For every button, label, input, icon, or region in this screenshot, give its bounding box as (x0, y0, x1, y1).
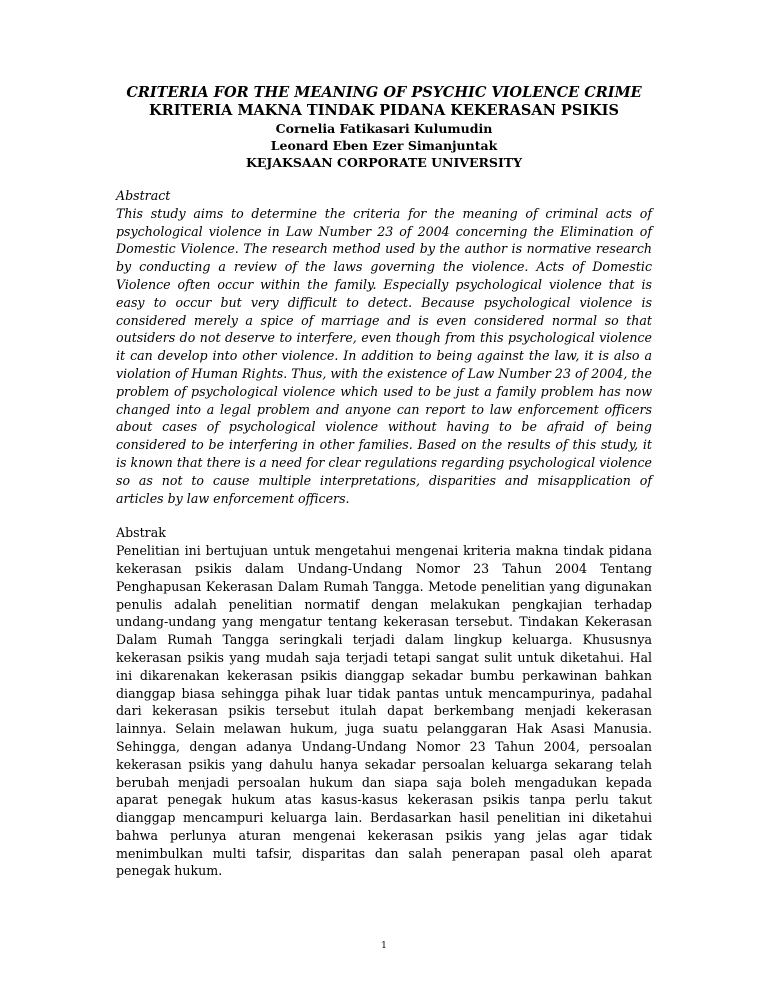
page-number: 1 (381, 941, 387, 951)
title-block (116, 84, 652, 171)
author-name: Leonard Eben Ezer Simanjuntak (270, 138, 498, 153)
abstrak-heading: Abstrak (116, 525, 166, 541)
paper-page (116, 84, 652, 880)
affiliation: KEJAKSAAN CORPORATE UNIVERSITY (245, 155, 523, 170)
abstrak-body: Penelitian ini bertujuan untuk mengetahui mengenai kriteria makna tindak pidana kekerasan psikis dalam Undang-Undang Nomor 23 Tahun 2004 Tentang Penghapusan Kekerasan Dalam Rumah Tangga. Metode penelitian yang digunakan penulis adalah penelitian normatif dengan melakukan pengkajian terhadap undang-undang yang mengatur tentang kekerasan tersebut. Tindakan Kekerasan Dalam Rumah Tangga seringkali terjadi dalam lingkup keluarga. Khususnya kekerasan psikis yang mudah saja terjadi tetapi sangat sulit untuk diketahui. Hal ini dikarenakan kekerasan psikis dianggap sekadar bumbu perkawinan bahkan dianggap biasa sehingga pihak luar tidak pantas untuk mencampurinya, padahal dari kekerasan psikis tersebut itulah dapat berkembang menjadi kekerasan lainnya. Selain melawan hukum, juga suatu pelanggaran Hak Asasi Manusia. Sehingga, dengan adanya Undang-Undang Nomor 23 Tahun 2004, persoalan kekerasan psikis yang dahulu hanya sekadar persoalan keluarga sekarang telah berubah menjadi persoalan hukum dan siapa saja boleh mengadukan kepada aparat penegak hukum atas kasus-kasus kekerasan psikis tanpa perlu takut dianggap mencampuri keluarga lain. Berdasarkan hasil penelitian ini diketahui bahwa perlunya aturan mengenai kekerasan psikis yang jelas agar tidak menimbulkan multi tafsir, disparitas dan salah penerapan pasal oleh aparat penegak hukum. (116, 543, 652, 879)
paper-title-english: CRITERIA FOR THE MEANING OF PSYCHIC VIOLENCE CRIME (126, 84, 642, 101)
abstract-english (116, 187, 652, 507)
author-name: Cornelia Fatikasari Kulumudin (275, 121, 493, 136)
abstract-indonesian (116, 524, 652, 880)
abstract-heading: Abstract (116, 188, 171, 203)
paper-title-indonesian: KRITERIA MAKNA TINDAK PIDANA KEKERASAN PSIKIS (149, 102, 619, 119)
abstract-body: This study aims to determine the criteria for the meaning of criminal acts of psychological violence in Law Number 23 of 2004 concerning the Elimination of Domestic Violence. The research method used by the author is normative research by conducting a review of the laws governing the violence. Acts of Domestic Violence often occur within the family. Especially psychological violence that is easy to occur but very difficult to detect. Because psychological violence is considered merely a spice of marriage and is even considered normal so that outsiders do not deserve to interfere, even though from this psychological violence it can develop into other violence. In addition to being against the law, it is also a violation of Human Rights. Thus, with the existence of Law Number 23 of 2004, the problem of psychological violence which used to be just a family problem has now changed into a legal problem and anyone can report to law enforcement officers about cases of psychological violence without having to be afraid of being considered to be interfering in other families. Based on the results of this study, it is known that there is a need for clear regulations regarding psychological violence so as not to cause multiple interpretations, disparities and misapplication of articles by law enforcement officers. (116, 205, 652, 506)
